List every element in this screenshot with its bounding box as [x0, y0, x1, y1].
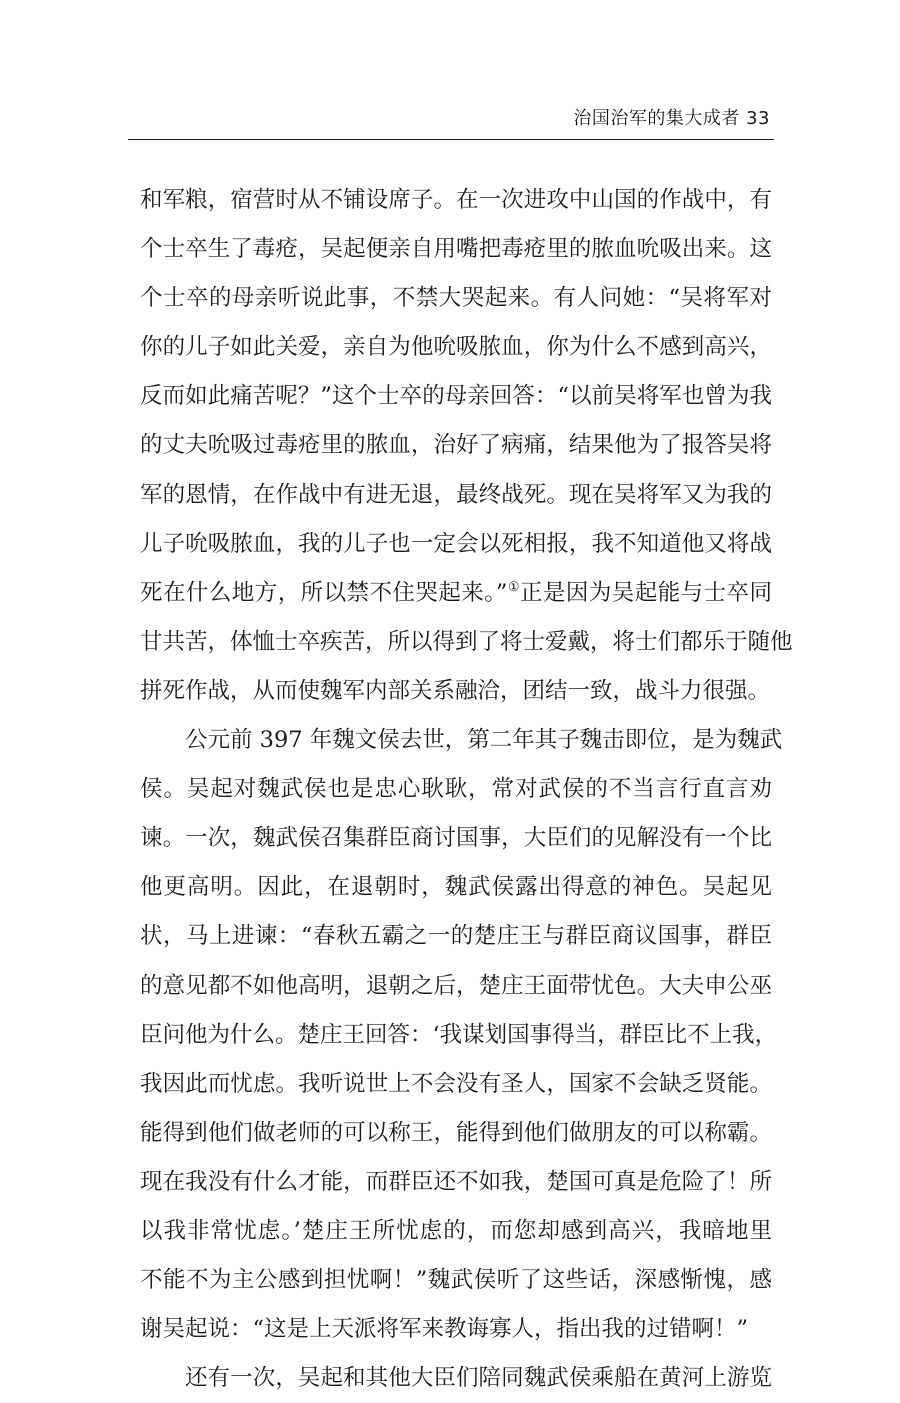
header-rule	[128, 139, 774, 140]
body-text	[140, 176, 793, 1403]
text-line: 拼死作战，从而使魏军内部关系融洽，团结一致，战斗力很强。	[140, 677, 771, 704]
text-line: 谢吴起说：“这是上天派将军来教诲寡人，指出我的过错啊！”	[140, 1316, 749, 1343]
text-line: 状，马上进谏：“春秋五霸之一的楚庄王与群臣商议国事，群臣	[140, 923, 772, 950]
text-line: 甘共苦，体恤士卒疾苦，所以得到了将士爱戴，将士们都乐于随他	[140, 628, 793, 655]
text-line: 我因此而忧虑。我听说世上不会没有圣人，国家不会缺乏贤能。	[140, 1070, 772, 1097]
footnote-marker: ①	[507, 579, 520, 595]
text-segment: 死在什么地方，所以禁不住哭起来。”	[140, 579, 508, 606]
text-line: 还有一次，吴起和其他大臣们陪同魏武侯乘船在黄河上游览	[185, 1365, 772, 1392]
text-segment: 正是因为吴起能与士卒同	[520, 579, 772, 606]
text-line: 个士卒的母亲听说此事，不禁大哭起来。有人问她：“吴将军对	[140, 285, 772, 312]
text-line: 军的恩情，在作战中有进无退，最终战死。现在吴将军又为我的	[140, 481, 772, 508]
text-line: 和军粮，宿营时从不铺设席子。在一次进攻中山国的作战中，有	[140, 187, 772, 213]
text-line: 以我非常忧虑。’楚庄王所忧虑的，而您却感到高兴，我暗地里	[140, 1217, 772, 1244]
page-number: 33	[746, 108, 770, 129]
text-line: 不能不为主公感到担忧啊！”魏武侯听了这些话，深感惭愧，感	[140, 1267, 772, 1294]
text-line: 反而如此痛苦呢？”这个士卒的母亲回答：“以前吴将军也曾为我	[140, 383, 772, 410]
text-line: 谏。一次，魏武侯召集群臣商讨国事，大臣们的见解没有一个比	[140, 825, 772, 852]
text-line: 现在我没有什么才能，而群臣还不如我，楚国可真是危险了！所	[140, 1168, 772, 1195]
text-line: 个士卒生了毒疮，吴起便亲自用嘴把毒疮里的脓血吮吸出来。这	[140, 236, 772, 263]
running-head	[560, 104, 770, 130]
text-line: 的意见都不如他高明，退朝之后，楚庄王面带忧色。大夫申公巫	[140, 972, 772, 999]
text-line: 儿子吮吸脓血，我的儿子也一定会以死相报，我不知道他又将战	[140, 530, 772, 557]
text-line-with-footnote	[140, 569, 772, 618]
text-line: 你的儿子如此关爱，亲自为他吮吸脓血，你为什么不感到高兴，	[140, 334, 772, 361]
text-line: 臣问他为什么。楚庄王回答：‘我谋划国事得当，群臣比不上我，	[140, 1021, 778, 1048]
chapter-title: 治国治军的集大成者	[573, 108, 740, 129]
text-line: 公元前 397 年魏文侯去世，第二年其子魏击即位，是为魏武	[185, 727, 783, 754]
text-line: 侯。吴起对魏武侯也是忠心耿耿，常对武侯的不当言行直言劝	[140, 776, 772, 803]
text-line: 能得到他们做老师的可以称王，能得到他们做朋友的可以称霸。	[140, 1119, 772, 1146]
text-line: 他更高明。因此，在退朝时，魏武侯露出得意的神色。吴起见	[140, 874, 772, 901]
text-line: 的丈夫吮吸过毒疮里的脓血，治好了病痛，结果他为了报答吴将	[140, 432, 772, 459]
